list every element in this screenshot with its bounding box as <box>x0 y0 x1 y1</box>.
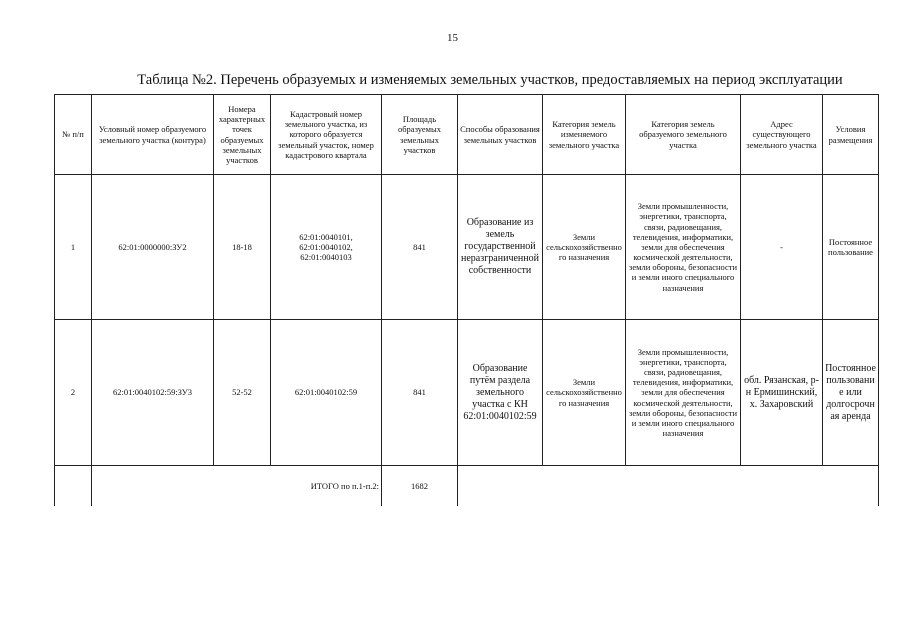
col-header-category-formed: Категория земель образуемого земельного участка <box>626 95 741 175</box>
total-spacer <box>55 466 92 506</box>
table-row <box>55 320 879 466</box>
col-header-formation-method: Способы образования земельных участков <box>458 95 543 175</box>
cell-cadastral: 62:01:0040101, 62:01:0040102, 62:01:0040103 <box>271 175 382 320</box>
col-header-points: Номера характерных точек образуемых земельных участков <box>214 95 271 175</box>
cell-conditions: Постоянное пользование или долгосрочная аренда <box>823 320 879 466</box>
cell-address: обл. Рязанская, р-н Ермишинский, х. Захаровский <box>741 320 823 466</box>
cell-conditional-number: 62:01:0040102:59:ЗУ3 <box>92 320 214 466</box>
col-header-conditional-number: Условный номер образуемого земельного участка (контура) <box>92 95 214 175</box>
table-title: Таблица №2. Перечень образуемых и изменяемых земельных участков, предоставляемых на период эксплуатации <box>137 72 843 88</box>
total-label: ИТОГО по п.1-п.2: <box>92 466 382 506</box>
col-header-area: Площадь образуемых земельных участков <box>382 95 458 175</box>
cell-category-formed: Земли промышленности, энергетики, транспорта, связи, радиовещания, телевидения, информатики, земли для обеспечения космической деятельности, земли обороны, безопасности и земли иного специального назначения <box>626 320 741 466</box>
cell-area: 841 <box>382 320 458 466</box>
cell-cadastral: 62:01:0040102:59 <box>271 320 382 466</box>
cell-num: 1 <box>55 175 92 320</box>
total-value: 1682 <box>382 466 458 506</box>
cell-points: 18-18 <box>214 175 271 320</box>
table-header-row <box>55 95 879 175</box>
cell-conditions: Постоянное пользование <box>823 175 879 320</box>
cell-points: 52-52 <box>214 320 271 466</box>
page-number: 15 <box>447 32 458 44</box>
col-header-category-changed: Категория земель изменяемого земельного участка <box>543 95 626 175</box>
cell-category-formed: Земли промышленности, энергетики, транспорта, связи, радиовещания, телевидения, информатики, земли для обеспечения космической деятельности, земли обороны, безопасности и земли иного специального назначения <box>626 175 741 320</box>
total-row <box>55 466 879 506</box>
cell-num: 2 <box>55 320 92 466</box>
col-header-cadastral: Кадастровый номер земельного участка, из которого образуется земельный участок, номер кадастрового квартала <box>271 95 382 175</box>
cell-address: - <box>741 175 823 320</box>
cell-conditional-number: 62:01:0000000:ЗУ2 <box>92 175 214 320</box>
col-header-num: № п/п <box>55 95 92 175</box>
total-empty <box>458 466 879 506</box>
cell-category-changed: Земли сельскохозяйственного назначения <box>543 320 626 466</box>
col-header-conditions: Условия размещения <box>823 95 879 175</box>
cell-area: 841 <box>382 175 458 320</box>
cell-category-changed: Земли сельскохозяйственного назначения <box>543 175 626 320</box>
land-plots-table <box>54 94 879 506</box>
cell-formation-method: Образование из земель государственной неразграниченной собственности <box>458 175 543 320</box>
col-header-address: Адрес существующего земельного участка <box>741 95 823 175</box>
table-row <box>55 175 879 320</box>
cell-formation-method: Образование путём раздела земельного участка с КН 62:01:0040102:59 <box>458 320 543 466</box>
